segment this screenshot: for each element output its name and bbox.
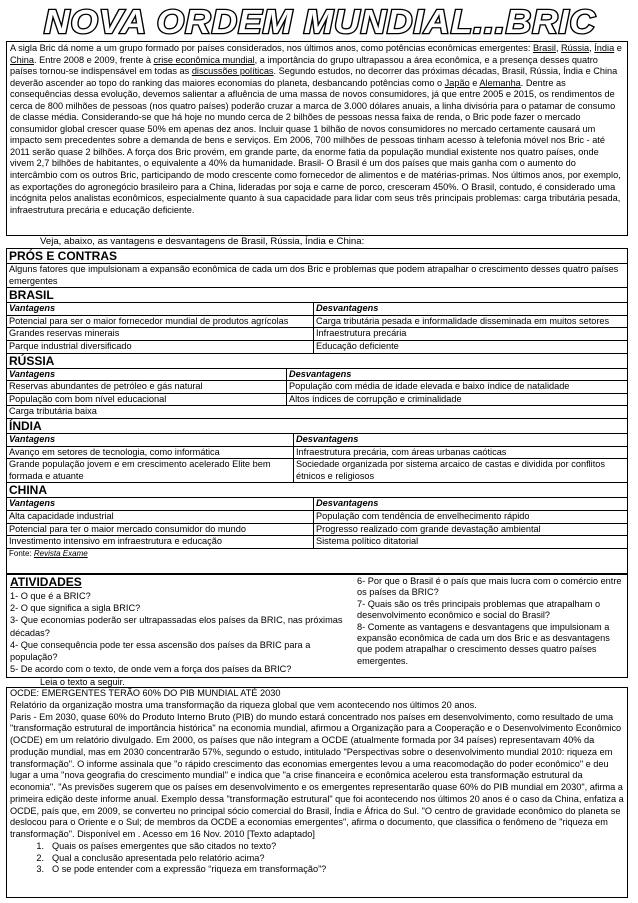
pros-title: PRÓS E CONTRAS (9, 249, 118, 263)
list-item: 3. O se pode entender com a expressão “riqueza em transformação”? (36, 864, 327, 875)
link-alemanha[interactable]: Alemanha (479, 77, 521, 88)
atividades-title: ATIVIDADES (10, 575, 82, 589)
page-title-text: NOVA ORDEM MUNDIAL...BRIC (44, 3, 597, 40)
link-brasil[interactable]: Brasil (532, 43, 556, 53)
leia-line: Leia o texto a seguir. (40, 677, 125, 687)
table-row: Potencial para ter o maior mercado consumidor do mundo Progresso realizado com grande devastação ambiental (7, 524, 627, 537)
list-item: 1. Quais os países emergentes que são citados no texto? (36, 840, 277, 851)
brasil-header-row: Vantagens Desvantagens (7, 302, 627, 316)
link-discussoes[interactable]: discussões políticas (191, 66, 274, 77)
ocde-title: OCDE: EMERGENTES TERÃO 60% DO PIB MUNDIAL ATÉ 2030 (10, 688, 281, 698)
table-row: Investimento intensivo em infraestrutura e educação Sistema político ditatorial (7, 536, 627, 549)
table-row: Avanço em setores de tecnologia, como informática Infraestrutura precária, com áreas urbanas caóticas (7, 447, 627, 460)
table-row: População com bom nível educacional Altos índices de corrupção e criminalidade (7, 394, 627, 407)
russia-heading: RÚSSIA (9, 353, 55, 368)
ocde-body: Paris - Em 2030, quase 60% do Produto Interno Bruto (PIB) do mundo estará concentrado nos países em desenvolvimento, como resultado de uma "transformação estrutural de importância histórica" na economia mundial, afirmou a Organização para a Cooperação e o Desenvolvimento Econômico (OCDE) em um relatório divulgado. Em 2000, os países que não integram a OCDE (atualmente formada por 34 países) representavam 40% da produção mundial, mas em 2030 concentrarão 57%, segundo o estudo, intitulado "Perspectivas sobre o desenvolvimento mundial 2010: riqueza em transformação". O informe assinala que "o rápido crescimento das economias emergentes levou a uma reacomodação do poder econômico" e deu lugar a uma "nova geografia do crescimento mundial" e indica que "a crise financeira e econômica acelerou esta transformação estrutural da economia". "As previsões sugerem que os países em desenvolvimento e os emergentes representarão quase 60% do PIB mundial em 2030", afirma a primeira edição deste informe anual. Exemplo dessa "transformação estrutural" que foi acontecendo nos últimos 20 anos é o caso da China, enfatiza a OCDE, país que, em 2009, se converteu no principal sócio comercial do Brasil, Índia e África do Sul. "O centro de gravidade econômico do planeta se deslocou para o Oriente e o Sul; de membros da OCDE a economias emergentes", afirma o documento, que classifica o fenômeno de "riqueza em transformação". Disponível em . Acesso em 16 Nov. 2010 [Texto adaptado] (10, 711, 624, 839)
pros-contras-box (6, 248, 628, 574)
link-china[interactable]: China (10, 54, 35, 65)
table-row: Grande população jovem e em crescimento acelerado Elite bem formada e atuante Sociedade organizada por sistema arcaico de castas e dividida por conflitos étnicos e religiosos (7, 459, 627, 483)
question-3: 3- Que economias poderão ser ultrapassadas elos países da BRIC, nas próximas décadas? (10, 615, 343, 638)
russia-header-row: Vantagens Desvantagens (7, 368, 627, 382)
list-item: 2. Qual a conclusão apresentada pelo relatório acima? (36, 852, 265, 863)
veja-line: Veja, abaixo, as vantagens e desvantagens de Brasil, Rússia, Índia e China: (40, 236, 365, 247)
atividades-left-column (10, 575, 350, 675)
question-6: 6- Por que o Brasil é o país que mais lucra com o comércio entre os países da BRIC? (357, 576, 622, 598)
table-row: Reservas abundantes de petróleo e gás natural População com média de idade elevada e baixo índice de natalidade (7, 381, 627, 394)
question-7: 7- Quais são os três principais problemas que atrapalham o desenvolvimento econômico e social do Brasil? (357, 598, 601, 621)
intro-text-box: A sigla Bric dá nome a um grupo formado por países considerados, nos últimos anos, como potências econômicas emergentes: Brasil, Rússia, Índia e China. Entre 2008 e 2009, frente à crise econômica mundial, a importância do grupo ultrapassou a área econômica, e a presença desses quatro países tornou-se indispensável em todas as discussões políticas. Segundo estudos, no decorrer das próximas décadas, Brasil, Rússia, Índia e China deverão ascender ao topo do ranking das maiores economias do planeta, desbancando potências como o Japão e Alemanha. Dentre as consequências dessa evolução, devemos salientar a afluência de uma massa de novos consumidores, já que entre 2005 e 2015, os rendimentos de cerca de 800 milhões de pessoas (nos quatro países) poderão cruzar a marca de 3.000 dólares anuais, a linha divisória para o patamar de consumo de classe média. Considerando-se que há hoje no mundo cerca de 2 bilhões de pessoas nessa faixa de renda, o Bric pode fazer o mercado consumidor global crescer quase 50% em apenas dez anos. Incluir quase 1 bilhão de novos consumidores no mercado certamente causará um impacto sem precedentes sobre a demanda de bens e serviços. Em 2006, 700 milhões de pessoas tinham acesso à telefonia móvel nos Bric - até 2011 serão quase 2 bilhões. A força dos Bric provém, em grande parte, da enorme fatia da população mundial existente nos quatro países, onde vivem 2,7 bilhões de habitantes, o equivalente a 40% da humanidade. Brasil- O Brasil é um dos países que mais ganha com o aumento do intercâmbio com os outros Bric, participando de modo crescente como fornecedor de alimentos e de matérias-primas. Nos últimos anos, por exemplo, as exportações do agronegócio brasileiro para a China, lideradas por soja e carne de porco, cresceram 450%. O Brasil, contudo, é considerado uma incógnita pelos analistas econômicos, especialmente quanto à sua capacidade para lidar com seus três principais problemas: carga tributária pesada, infraestrutura precária e educação deficiente. (6, 41, 628, 236)
india-heading: ÍNDIA (9, 418, 42, 433)
china-header-row: Vantagens Desvantagens (7, 497, 627, 511)
link-crise[interactable]: crise econômica mundial (153, 54, 255, 65)
question-2: 2- O que significa a sigla BRIC? (10, 603, 141, 614)
india-header-row: Vantagens Desvantagens (7, 433, 627, 447)
link-russia[interactable]: Rússia (561, 43, 590, 53)
question-4: 4- Que consequência pode ter essa ascensão dos países da BRIC para a população? (10, 639, 311, 663)
page-title (40, 2, 600, 42)
link-india[interactable]: Índia (594, 43, 615, 53)
table-row: Grandes reservas minerais Infraestrutura precária (7, 328, 627, 341)
question-5: 5- De acordo com o texto, de onde vem a força dos países da BRIC? (10, 664, 292, 675)
brasil-heading: BRASIL (9, 288, 54, 303)
atividades-box (6, 574, 628, 678)
question-8: 8- Comente as vantagens e desvantagens que impulsionam a expansão econômica de cada um dos Bric e as desvantagens que podem atrapalhar o crescimento desses quatro países emergentes. (357, 621, 610, 666)
ocde-lead: Relatório da organização mostra uma transformação da riqueza global que vem acontecendo nos últimos 20 anos. (10, 699, 477, 710)
table-row: Parque industrial diversificado Educação deficiente (7, 341, 627, 354)
source-link[interactable]: Revista Exame (33, 548, 88, 558)
china-heading: CHINA (9, 483, 47, 498)
table-row: Potencial para ser o maior fornecedor mundial de produtos agrícolas Carga tributária pesada e informalidade disseminada em muitos setores (7, 316, 627, 329)
source-note: Fonte: Revista Exame (9, 548, 88, 558)
table-row: Carga tributária baixa (7, 406, 627, 419)
pros-subtitle: Alguns fatores que impulsionam a expansão econômica de cada um dos Bric e problemas que podem atrapalhar o crescimento desses quatro países emergentes (7, 263, 627, 288)
question-1: 1- O que é a BRIC? (10, 591, 91, 601)
link-japao[interactable]: Japão (444, 77, 470, 88)
ocde-text-box (6, 687, 628, 898)
table-row: Alta capacidade industrial População com tendência de envelhecimento rápido (7, 511, 627, 524)
atividades-right-column (357, 576, 625, 667)
